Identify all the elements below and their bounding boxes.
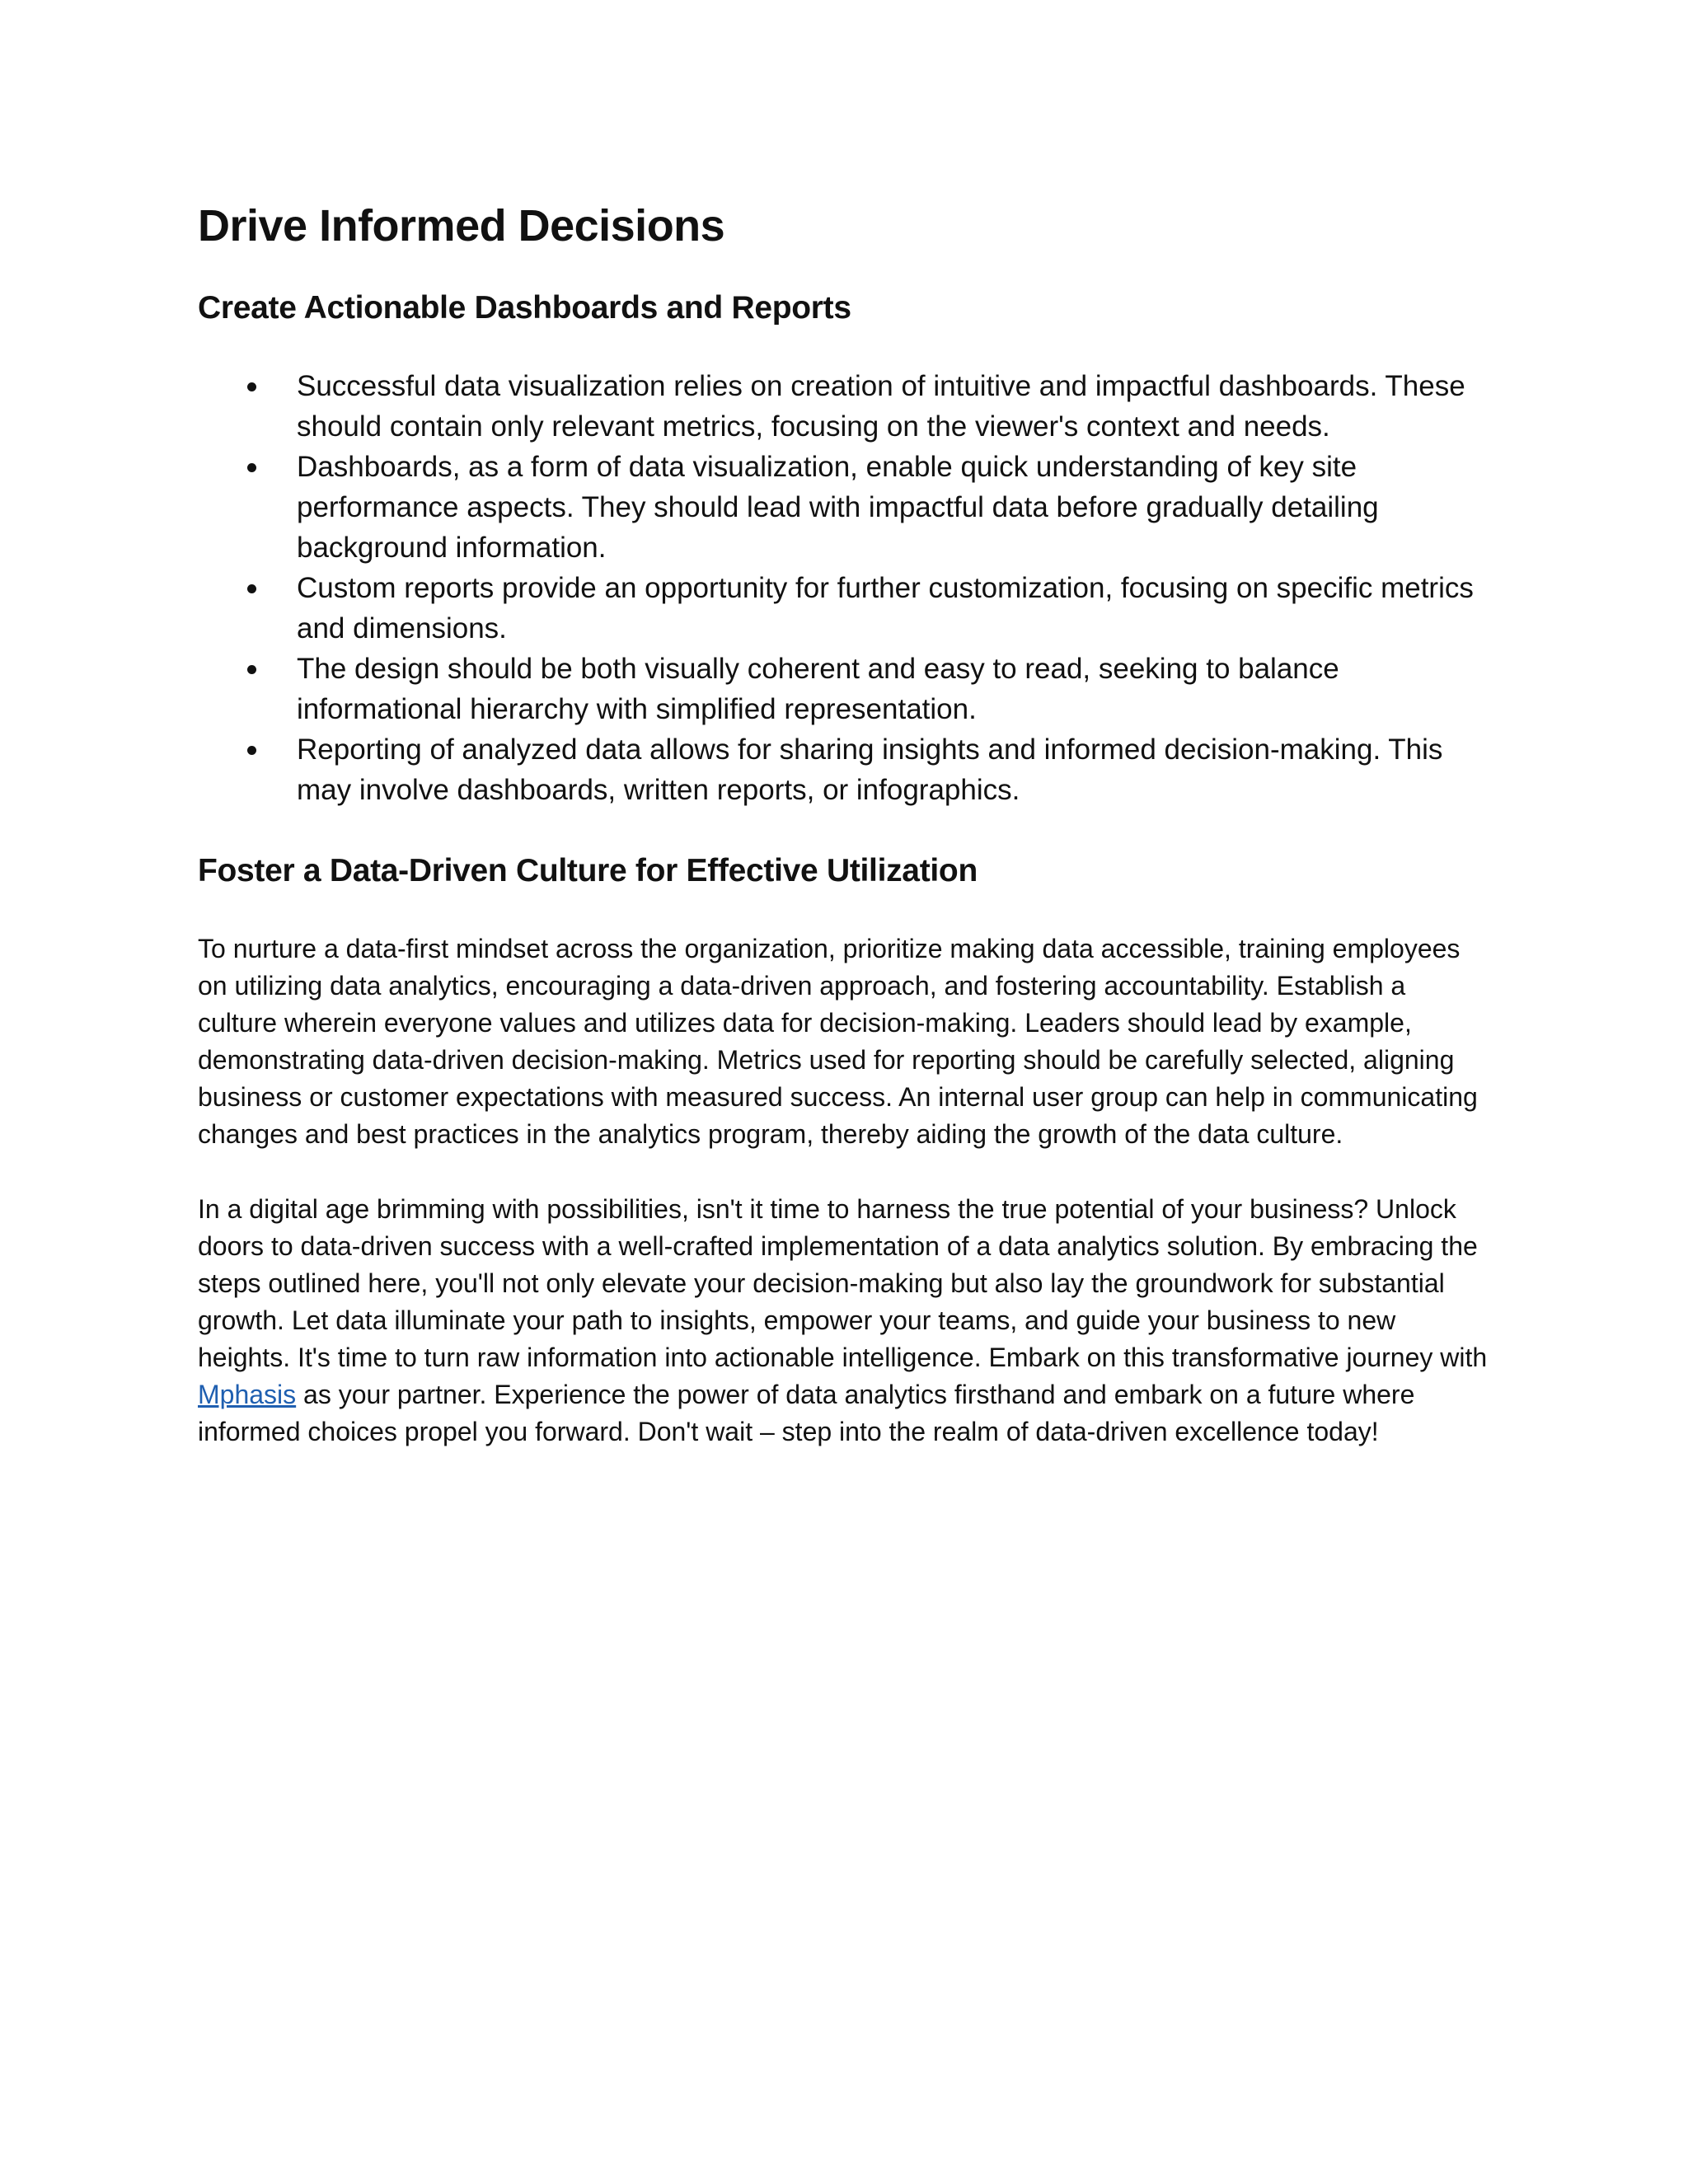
bullet-icon xyxy=(247,584,256,593)
list-item xyxy=(297,729,1490,810)
section-heading-dashboards: Create Actionable Dashboards and Reports xyxy=(198,290,851,326)
paragraph-culture: To nurture a data-first mindset across the organization, prioritize making data accessible, training employees on utilizing data analytics, encouraging a data-driven approach, and fostering accountability. Establish a culture wherein everyone values and utilizes data for decision-making. Leaders should lead by example, demonstrating data-driven decision-making. Metrics used for reporting should be carefully selected, aligning business or customer expectations with measured success. An internal user group can help in communicating changes and best practices in the analytics program, thereby aiding the growth of the data culture. xyxy=(198,934,1478,1149)
bullet-icon xyxy=(247,746,256,755)
list-item-text: Reporting of analyzed data allows for sharing insights and informed decision-making. This may involve dashboards, written reports, or infographics. xyxy=(297,733,1443,806)
list-item xyxy=(297,568,1490,649)
list-item-text: Dashboards, as a form of data visualization, enable quick understanding of key site performance aspects. They should lead with impactful data before gradually detailing background information. xyxy=(297,451,1379,564)
list-item xyxy=(297,447,1490,568)
bullet-icon xyxy=(247,665,256,674)
list-item xyxy=(297,649,1490,729)
bullet-list xyxy=(198,366,1490,810)
paragraph-closing-text-before-link: In a digital age brimming with possibilities, isn't it time to harness the true potential of your business? Unlock doors to data-driven success with a well-crafted implementation of a data analytics solution. By embracing the steps outlined here, you'll not only elevate your decision-making but also lay the groundwork for substantial growth. Let data illuminate your path to insights, empower your teams, and guide your business to new heights. It's time to turn raw information into actionable intelligence. Embark on this transformative journey with xyxy=(198,1194,1488,1372)
paragraph-closing-text-after-link: as your partner. Experience the power of data analytics firsthand and embark on a future where informed choices propel you forward. Don't wait – step into the realm of data-driven excellence today! xyxy=(198,1380,1415,1446)
page-title: Drive Informed Decisions xyxy=(198,201,725,251)
list-item-text: The design should be both visually coherent and easy to read, seeking to balance informational hierarchy with simplified representation. xyxy=(297,653,1339,725)
list-item-text: Custom reports provide an opportunity for further customization, focusing on specific metrics and dimensions. xyxy=(297,572,1474,644)
section-heading-culture: Foster a Data-Driven Culture for Effective Utilization xyxy=(198,853,978,888)
paragraph-closing xyxy=(198,1191,1490,1451)
mphasis-link[interactable]: Mphasis xyxy=(198,1380,297,1409)
list-item-text: Successful data visualization relies on creation of intuitive and impactful dashboards. These should contain only relevant metrics, focusing on the viewer's context and needs. xyxy=(297,370,1465,443)
list-item xyxy=(297,366,1490,447)
bullet-icon xyxy=(247,463,256,472)
bullet-icon xyxy=(247,382,256,391)
